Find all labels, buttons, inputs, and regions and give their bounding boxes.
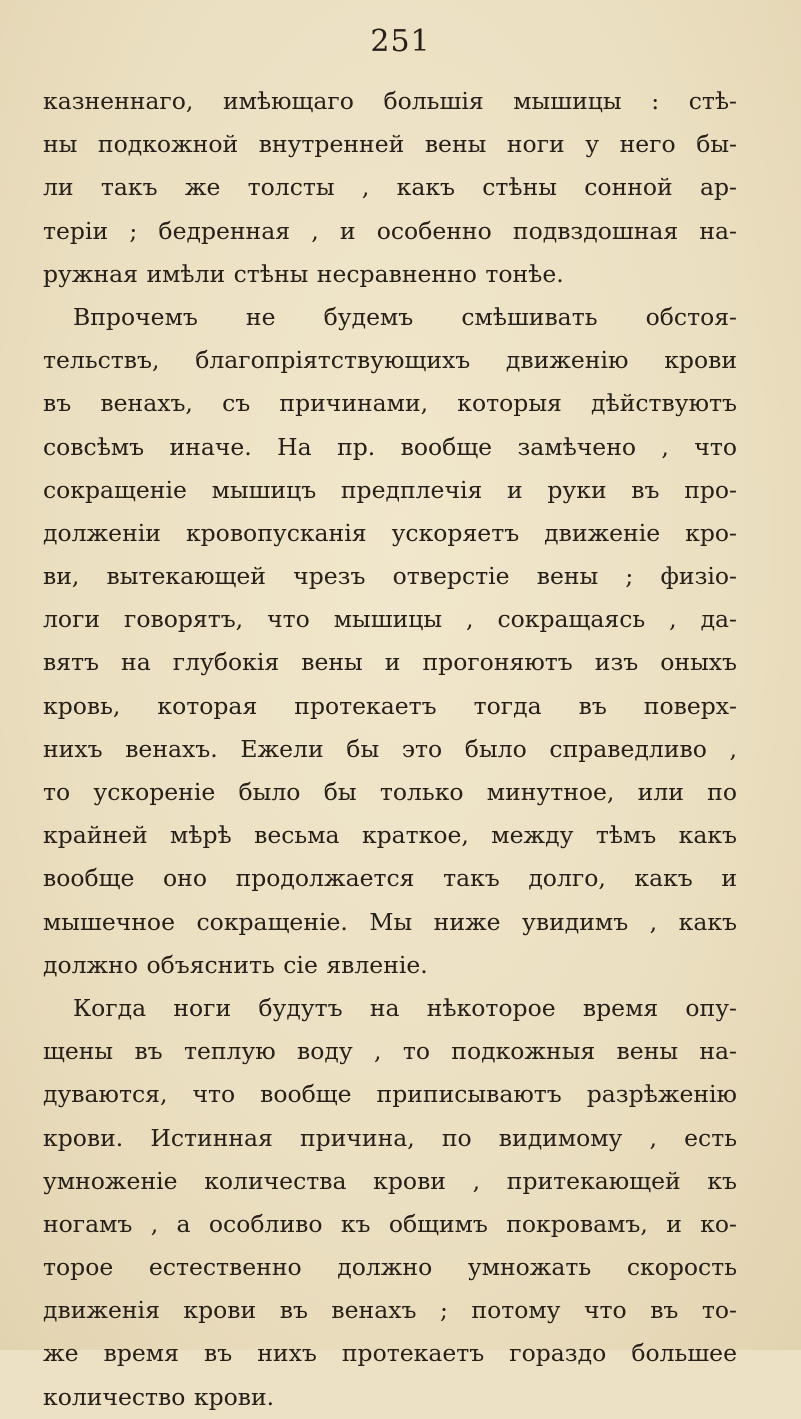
text-line: Впрочемъ не будемъ смѣшивать обстоя-: [73, 302, 737, 331]
text-line: нихъ венахъ. Ежели бы это было справедливо ,: [43, 734, 737, 763]
text-line: ружная имѣли стѣны несравненно тонѣе.: [43, 259, 564, 288]
text-line: ли такъ же толсты , какъ стѣны сонной ар-: [43, 173, 737, 202]
text-line: умноженіе количества крови , притекающей къ: [43, 1166, 737, 1195]
text-line: Когда ноги будутъ на нѣкоторое время опу-: [73, 993, 737, 1022]
text-line: теріи ; бедренная , и особенно подвздошная на-: [43, 216, 737, 245]
text-line: количество крови.: [43, 1382, 275, 1411]
text-line: въ венахъ, съ причинами, которыя дѣйствуютъ: [43, 389, 737, 418]
text-line: ногамъ , а особливо къ общимъ покровамъ, и ко-: [43, 1209, 737, 1238]
text-line: щены въ теплую воду , то подкожныя вены на-: [43, 1037, 737, 1066]
text-line: мышечное сокращеніе. Мы ниже увидимъ , какъ: [43, 907, 737, 936]
text-line: ны подкожной внутренней вены ноги у него бы-: [43, 130, 737, 159]
text-line: логи говорятъ, что мышицы , сокращаясь , да-: [43, 605, 737, 634]
text-line: совсѣмъ иначе. На пр. вообще замѣчено , что: [43, 432, 737, 461]
text-line: крайней мѣрѣ весьма краткое, между тѣмъ какъ: [43, 821, 737, 850]
text-line: кровь, которая протекаетъ тогда въ поверх-: [43, 691, 737, 720]
text-line: ви, вытекающей чрезъ отверстіе вены ; физіо-: [43, 562, 737, 591]
text-line: вообще оно продолжается такъ долго, какъ и: [43, 864, 737, 893]
text-line: казненнаго, имѣющаго большія мышицы : стѣ-: [43, 87, 737, 115]
text-line: то ускореніе было бы только минутное, или по: [43, 778, 737, 806]
text-line: долженіи кровопусканія ускоряетъ движеніе кро-: [43, 518, 737, 547]
text-line: должно объяснить сіе явленіе.: [43, 950, 428, 979]
body-text: [43, 80, 737, 1419]
text-line: сокращеніе мышицъ предплечія и руки въ про-: [43, 475, 737, 504]
text-line: торое естественно должно умножать скорость: [43, 1253, 737, 1282]
text-line: же время въ нихъ протекаетъ гораздо большее: [43, 1339, 737, 1368]
page-number: 251: [370, 24, 431, 59]
text-line: движенія крови въ венахъ ; потому что въ то-: [43, 1296, 737, 1325]
text-line: крови. Истинная причина, по видимому , есть: [43, 1123, 737, 1152]
text-line: дуваются, что вообще приписываютъ разрѣженію: [43, 1080, 737, 1109]
text-line: тельствъ, благопріятствующихъ движенію крови: [43, 346, 737, 375]
text-line: вятъ на глубокія вены и прогоняютъ изъ оныхъ: [43, 648, 737, 677]
